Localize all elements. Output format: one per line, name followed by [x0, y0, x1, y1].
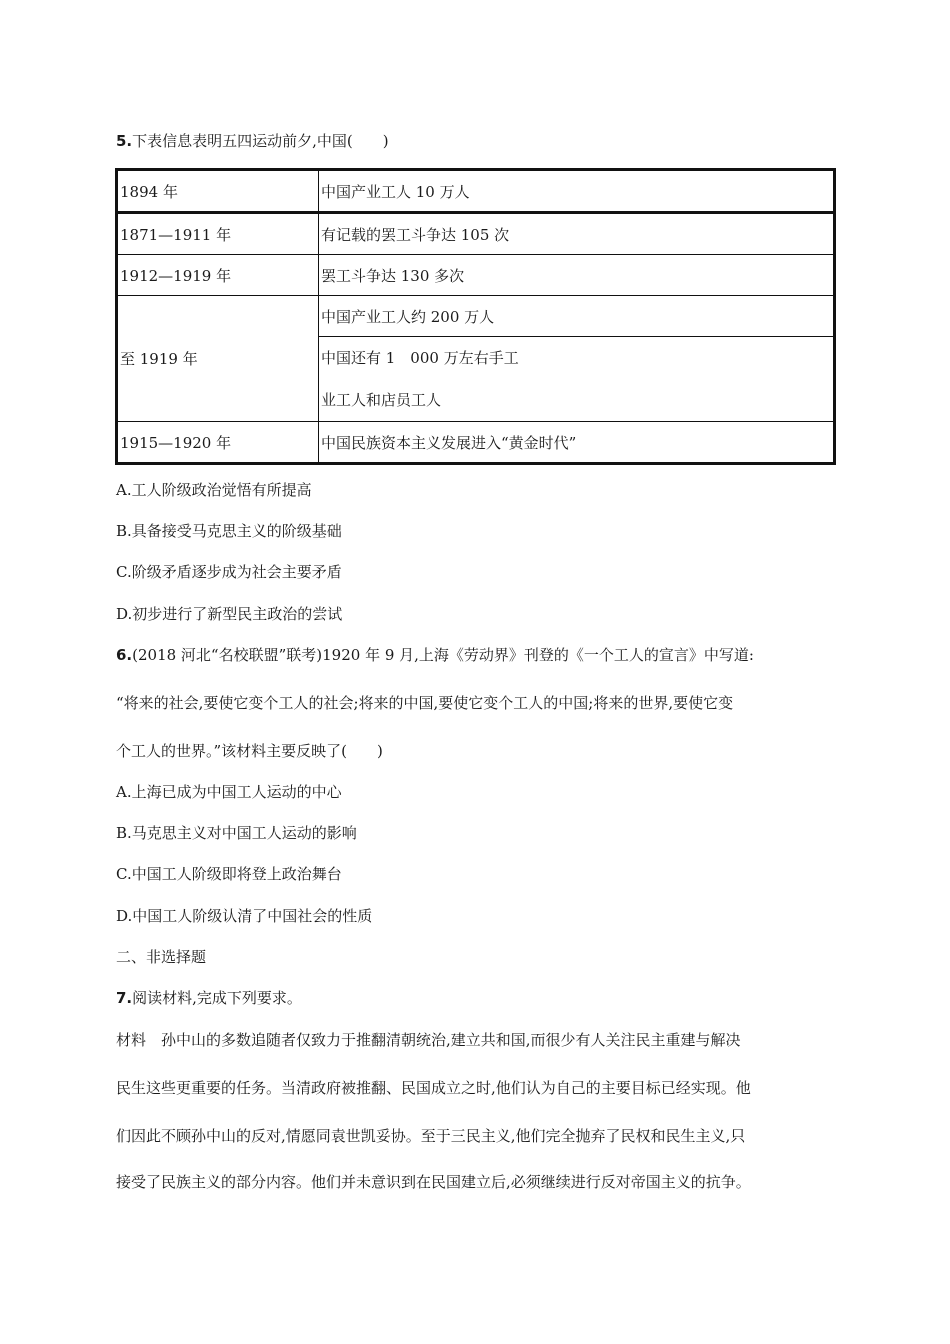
q7-material-line: 们因此不顾孙中山的反对,情愿同袁世凯妥协。至于三民主义,他们完全抛弃了民权和民生主义,只	[116, 1127, 746, 1145]
q6-stem-text: (2018 河北“名校联盟”联考)1920 年 9 月,上海《劳动界》刊登的《一个工人的宣言》中写道:	[132, 646, 754, 664]
table-cell-line: 业工人和店员工人	[321, 391, 442, 409]
table-cell: 中国产业工人 10 万人	[319, 170, 835, 213]
q5-option-a: A.工人阶级政治觉悟有所提高	[116, 481, 312, 499]
table-cell-line: 中国还有 1 000 万左右手工	[321, 349, 519, 367]
q6-stem	[116, 645, 754, 665]
q6-quote-line: 个工人的世界。”该材料主要反映了( )	[116, 742, 383, 760]
table-cell: 1871—1911 年	[117, 213, 319, 255]
table-cell: 罢工斗争达 130 多次	[319, 255, 835, 296]
table-cell	[319, 337, 835, 422]
section-heading: 二、非选择题	[116, 948, 207, 966]
q5-stem	[116, 131, 389, 151]
q5-stem-text: 下表信息表明五四运动前夕,中国( )	[132, 132, 389, 150]
table-cell: 1912—1919 年	[117, 255, 319, 296]
table-cell: 中国民族资本主义发展进入“黄金时代”	[319, 422, 835, 464]
table-cell: 1915—1920 年	[117, 422, 319, 464]
table-cell: 中国产业工人约 200 万人	[319, 296, 835, 337]
q7-number: 7.	[116, 989, 133, 1007]
q7-material-line: 接受了民族主义的部分内容。他们并未意识到在民国建立后,必须继续进行反对帝国主义的抗争。	[116, 1173, 751, 1191]
table-row	[117, 170, 835, 213]
q5-option-c: C.阶级矛盾逐步成为社会主要矛盾	[116, 563, 342, 581]
q7-material-line: 民生这些更重要的任务。当清政府被推翻、民国成立之时,他们认为自己的主要目标已经实现。他	[116, 1079, 751, 1097]
q5-option-b: B.具备接受马克思主义的阶级基础	[116, 522, 342, 540]
q6-option-d: D.中国工人阶级认清了中国社会的性质	[116, 907, 373, 925]
table-cell: 至 1919 年	[117, 296, 319, 422]
q5-number: 5.	[116, 132, 133, 150]
q7-material-line: 材料 孙中山的多数追随者仅致力于推翻清朝统治,建立共和国,而很少有人关注民主重建与解决	[116, 1031, 741, 1049]
q5-option-d: D.初步进行了新型民主政治的尝试	[116, 605, 343, 623]
q6-option-a: A.上海已成为中国工人运动的中心	[116, 783, 342, 801]
table-row	[117, 213, 835, 255]
table-cell: 1894 年	[117, 170, 319, 213]
q5-table	[115, 168, 836, 465]
table-cell: 有记载的罢工斗争达 105 次	[319, 213, 835, 255]
q6-option-b: B.马克思主义对中国工人运动的影响	[116, 824, 357, 842]
q6-quote-line: “将来的社会,要使它变个工人的社会;将来的中国,要使它变个工人的中国;将来的世界,要使它变	[116, 694, 734, 712]
q6-option-c: C.中国工人阶级即将登上政治舞台	[116, 865, 342, 883]
q7-stem	[116, 988, 302, 1008]
q7-stem-text: 阅读材料,完成下列要求。	[132, 989, 302, 1007]
q6-number: 6.	[116, 646, 133, 664]
table-row	[117, 422, 835, 464]
table-row	[117, 255, 835, 296]
table-row	[117, 296, 835, 337]
